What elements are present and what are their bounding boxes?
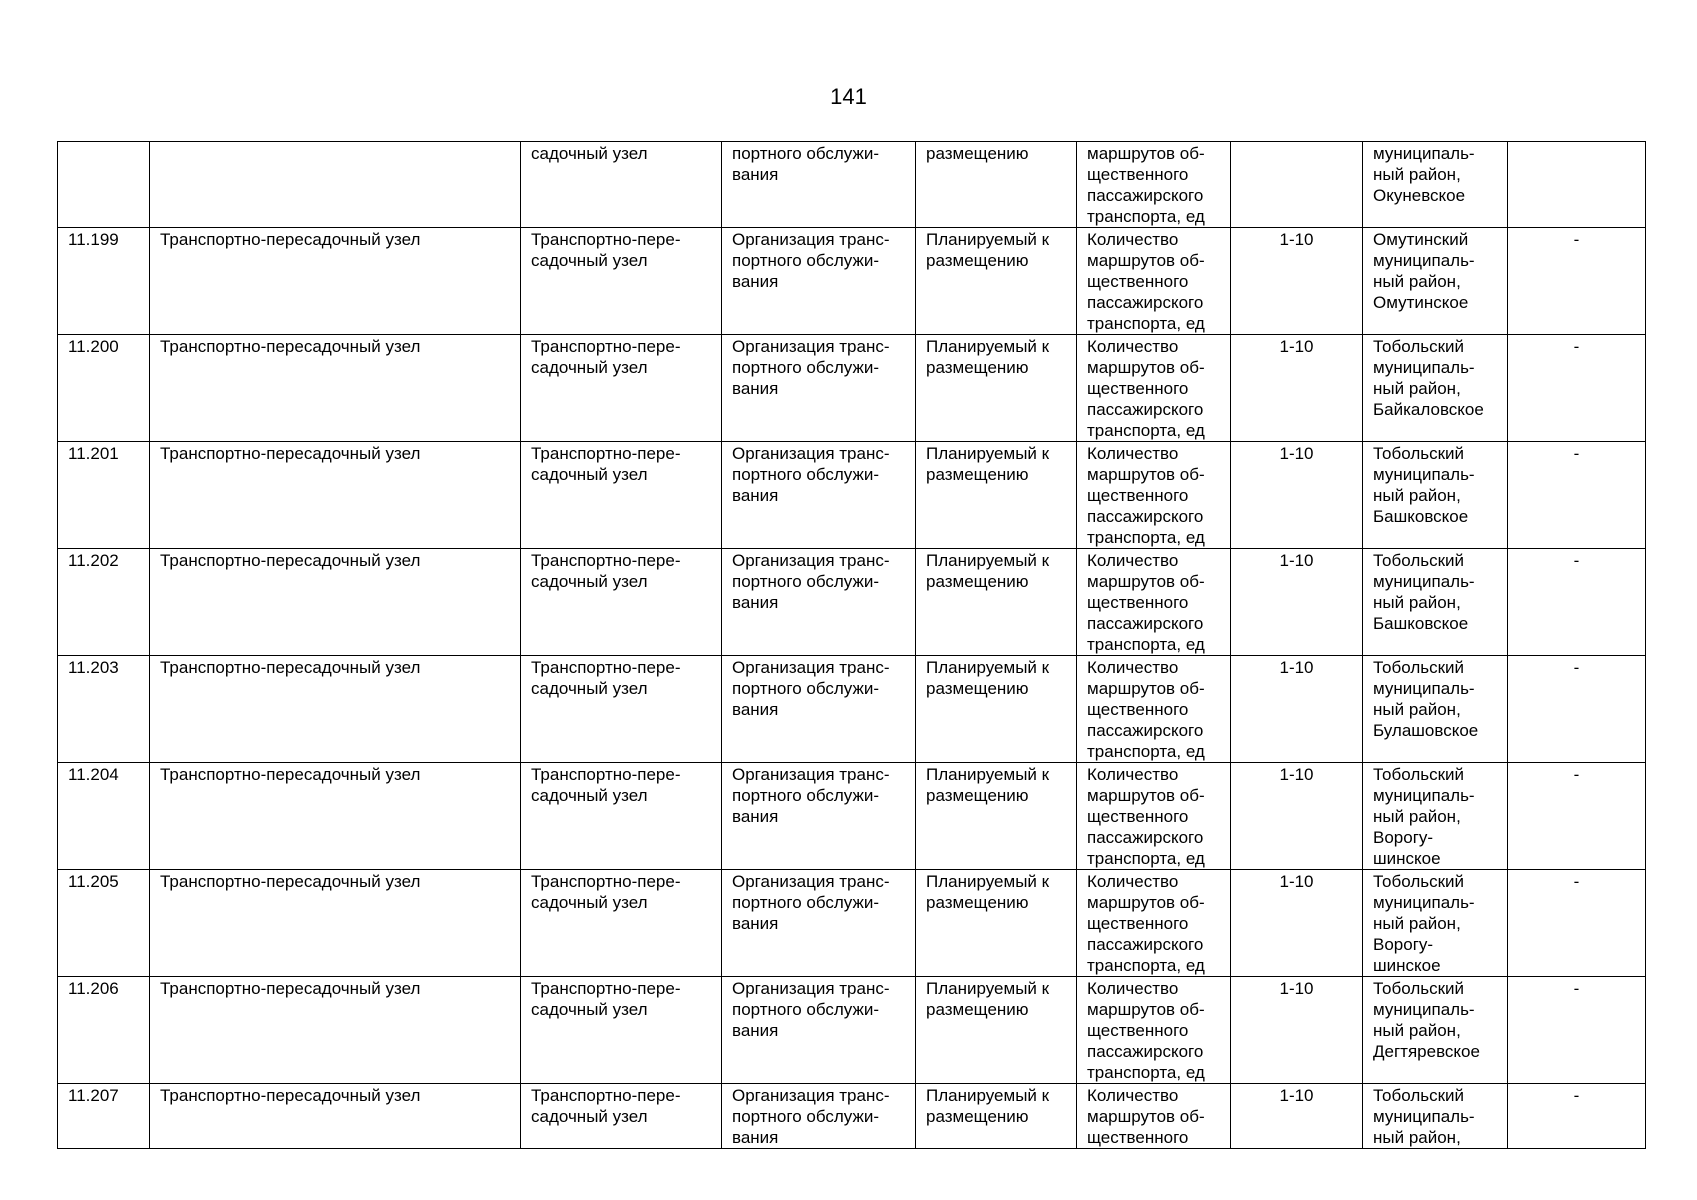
indicator-name-cell: Количество маршрутов об- щественного пассажирского транспорта, ед: [1077, 977, 1231, 1084]
indicator-name-cell: Количество маршрутов об- щественного пассажирского транспорта, ед: [1077, 228, 1231, 335]
object-purpose-cell: Организация транс- портного обслужи- вания: [722, 977, 916, 1084]
indicator-value-cell: 1-10: [1231, 763, 1363, 870]
object-purpose-cell: Организация транс- портного обслужи- вания: [722, 335, 916, 442]
object-type-cell: Транспортно-пере- садочный узел: [521, 442, 722, 549]
object-name-cell: Транспортно-пересадочный узел: [150, 228, 521, 335]
zone-note-cell: -: [1508, 1084, 1646, 1149]
object-type-cell: Транспортно-пере- садочный узел: [521, 1084, 722, 1149]
zone-note-cell: -: [1508, 656, 1646, 763]
zone-note-cell: -: [1508, 763, 1646, 870]
row-number-cell: 11.202: [58, 549, 150, 656]
indicator-value-cell: 1-10: [1231, 1084, 1363, 1149]
object-type-cell: Транспортно-пере- садочный узел: [521, 656, 722, 763]
indicator-name-cell: Количество маршрутов об- щественного пассажирского транспорта, ед: [1077, 335, 1231, 442]
object-name-cell: Транспортно-пересадочный узел: [150, 870, 521, 977]
indicator-name-cell: Количество маршрутов об- щественного пассажирского транспорта, ед: [1077, 870, 1231, 977]
table-row: [58, 977, 1646, 1084]
object-status-cell: Планируемый к размещению: [916, 656, 1077, 763]
object-status-cell: Планируемый к размещению: [916, 763, 1077, 870]
indicator-value-cell: 1-10: [1231, 228, 1363, 335]
row-number-cell: 11.205: [58, 870, 150, 977]
object-purpose-cell: Организация транс- портного обслужи- вания: [722, 1084, 916, 1149]
indicator-name-cell: Количество маршрутов об- щественного пассажирского транспорта, ед: [1077, 763, 1231, 870]
zone-note-cell: -: [1508, 442, 1646, 549]
object-location-cell: Тобольский муниципаль- ный район, Башковское: [1363, 442, 1508, 549]
object-type-cell: Транспортно-пере- садочный узел: [521, 228, 722, 335]
zone-note-cell: -: [1508, 228, 1646, 335]
table-row: [58, 763, 1646, 870]
object-status-cell: размещению: [916, 142, 1077, 228]
zone-note-cell: -: [1508, 335, 1646, 442]
object-name-cell: Транспортно-пересадочный узел: [150, 763, 521, 870]
object-type-cell: Транспортно-пере- садочный узел: [521, 335, 722, 442]
object-name-cell: Транспортно-пересадочный узел: [150, 977, 521, 1084]
row-number-cell: 11.201: [58, 442, 150, 549]
row-number-cell: 11.204: [58, 763, 150, 870]
object-name-cell: Транспортно-пересадочный узел: [150, 1084, 521, 1149]
object-status-cell: Планируемый к размещению: [916, 1084, 1077, 1149]
zone-note-cell: -: [1508, 977, 1646, 1084]
indicator-value-cell: 1-10: [1231, 442, 1363, 549]
object-location-cell: Тобольский муниципаль- ный район, Дегтяревское: [1363, 977, 1508, 1084]
zone-note-cell: -: [1508, 549, 1646, 656]
indicator-name-cell: Количество маршрутов об- щественного пассажирского транспорта, ед: [1077, 656, 1231, 763]
object-type-cell: Транспортно-пере- садочный узел: [521, 763, 722, 870]
object-location-cell: муниципаль- ный район, Окуневское: [1363, 142, 1508, 228]
row-number-cell: [58, 142, 150, 228]
table-row: [58, 335, 1646, 442]
object-name-cell: Транспортно-пересадочный узел: [150, 549, 521, 656]
object-name-cell: Транспортно-пересадочный узел: [150, 335, 521, 442]
object-purpose-cell: Организация транс- портного обслужи- вания: [722, 656, 916, 763]
object-status-cell: Планируемый к размещению: [916, 549, 1077, 656]
table-row: [58, 142, 1646, 228]
object-type-cell: Транспортно-пере- садочный узел: [521, 870, 722, 977]
object-name-cell: Транспортно-пересадочный узел: [150, 656, 521, 763]
table-row: [58, 549, 1646, 656]
indicator-value-cell: 1-10: [1231, 977, 1363, 1084]
indicator-value-cell: 1-10: [1231, 335, 1363, 442]
object-purpose-cell: Организация транс- портного обслужи- вания: [722, 549, 916, 656]
indicator-name-cell: маршрутов об- щественного пассажирского транспорта, ед: [1077, 142, 1231, 228]
row-number-cell: 11.200: [58, 335, 150, 442]
object-location-cell: Тобольский муниципаль- ный район, Ворогу- шинское: [1363, 763, 1508, 870]
objects-table: [57, 141, 1646, 1149]
indicator-name-cell: Количество маршрутов об- щественного: [1077, 1084, 1231, 1149]
object-status-cell: Планируемый к размещению: [916, 442, 1077, 549]
indicator-value-cell: 1-10: [1231, 870, 1363, 977]
zone-note-cell: -: [1508, 870, 1646, 977]
table-row: [58, 656, 1646, 763]
object-status-cell: Планируемый к размещению: [916, 335, 1077, 442]
object-status-cell: Планируемый к размещению: [916, 228, 1077, 335]
object-location-cell: Тобольский муниципаль- ный район, Булашовское: [1363, 656, 1508, 763]
object-location-cell: Тобольский муниципаль- ный район, Башковское: [1363, 549, 1508, 656]
object-purpose-cell: Организация транс- портного обслужи- вания: [722, 442, 916, 549]
object-purpose-cell: Организация транс- портного обслужи- вания: [722, 228, 916, 335]
indicator-name-cell: Количество маршрутов об- щественного пассажирского транспорта, ед: [1077, 442, 1231, 549]
object-location-cell: Тобольский муниципаль- ный район, Ворогу- шинское: [1363, 870, 1508, 977]
object-type-cell: садочный узел: [521, 142, 722, 228]
table-row: [58, 442, 1646, 549]
zone-note-cell: [1508, 142, 1646, 228]
row-number-cell: 11.203: [58, 656, 150, 763]
indicator-name-cell: Количество маршрутов об- щественного пассажирского транспорта, ед: [1077, 549, 1231, 656]
object-purpose-cell: Организация транс- портного обслужи- вания: [722, 870, 916, 977]
object-status-cell: Планируемый к размещению: [916, 977, 1077, 1084]
page-number: 141: [830, 84, 867, 109]
object-purpose-cell: портного обслужи- вания: [722, 142, 916, 228]
object-location-cell: Тобольский муниципаль- ный район, Байкаловское: [1363, 335, 1508, 442]
table-row: [58, 870, 1646, 977]
object-purpose-cell: Организация транс- портного обслужи- вания: [722, 763, 916, 870]
indicator-value-cell: 1-10: [1231, 549, 1363, 656]
row-number-cell: 11.207: [58, 1084, 150, 1149]
object-type-cell: Транспортно-пере- садочный узел: [521, 977, 722, 1084]
object-name-cell: Транспортно-пересадочный узел: [150, 442, 521, 549]
object-name-cell: [150, 142, 521, 228]
row-number-cell: 11.206: [58, 977, 150, 1084]
indicator-value-cell: [1231, 142, 1363, 228]
indicator-value-cell: 1-10: [1231, 656, 1363, 763]
table-row: [58, 1084, 1646, 1149]
object-type-cell: Транспортно-пере- садочный узел: [521, 549, 722, 656]
object-location-cell: Тобольский муниципаль- ный район,: [1363, 1084, 1508, 1149]
row-number-cell: 11.199: [58, 228, 150, 335]
table-row: [58, 228, 1646, 335]
object-status-cell: Планируемый к размещению: [916, 870, 1077, 977]
object-location-cell: Омутинский муниципаль- ный район, Омутинское: [1363, 228, 1508, 335]
